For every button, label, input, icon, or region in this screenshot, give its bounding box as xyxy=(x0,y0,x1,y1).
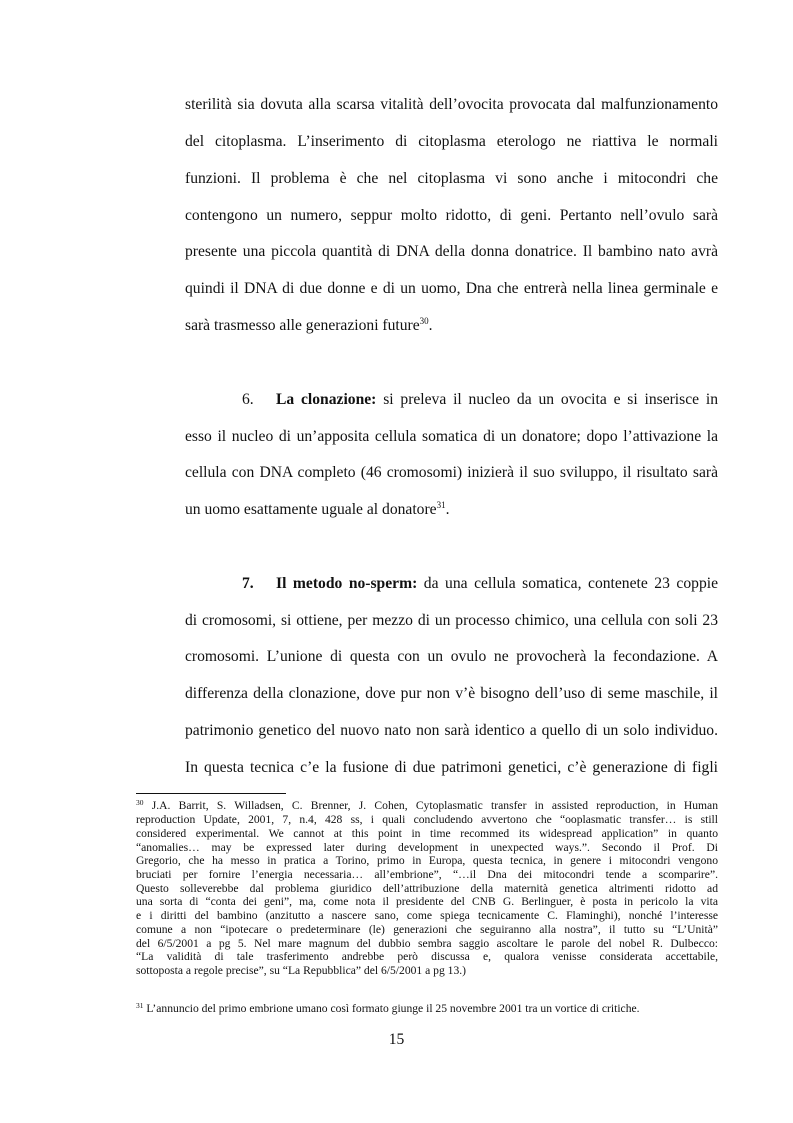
footnote-mark-30: 30 xyxy=(136,798,144,807)
body-line-last: un uomo esattamente uguale al donatore$^{31}$. xyxy=(185,500,450,518)
body-line: cellula con DNA completo (46 cromosomi) inizierà il suo sviluppo, il risultato sarà xyxy=(185,464,718,481)
body-line: differenza della clonazione, dove pur non v’è bisogno dell’uso di seme maschile, il xyxy=(185,685,718,702)
footnote-line: una sorta di “conta dei geni”, ma, come nota il presidente del CNB G. Berlinguer, è posta in pericolo la vita xyxy=(136,895,718,908)
body-line-last: sarà trasmesso alle generazioni future$^{30}$. xyxy=(185,316,433,334)
footnote-30-line xyxy=(136,799,718,813)
item-number-7: 7. xyxy=(242,575,254,592)
footnote-line: “La validità di tale trasferimento andrebbe però discussa e, qualora venisse considerata accettabile, xyxy=(136,950,718,963)
footnote-line: sottoposta a regole precise”, su “La Repubblica” del 6/5/2001 a pg 13.) xyxy=(136,964,466,977)
item7-first-line xyxy=(276,574,718,594)
item-number-6: 6. xyxy=(242,391,254,408)
page-number: 15 xyxy=(388,1031,405,1048)
footnote-ref-30: 30 xyxy=(419,316,429,326)
body-line: contengono un numero, seppur molto ridotto, di geni. Pertanto nell’ovulo sarà xyxy=(185,207,718,224)
footnote-line: reproduction Update, 2001, 7, n.4, 428 ss, i quali concludendo avvertono che “ooplasmatic transfer… is still xyxy=(136,813,718,826)
body-line: di cromosomi, si ottiene, per mezzo di un processo chimico, una cellula con soli 23 xyxy=(185,612,718,629)
footnote-line: “anomalies… may be expressed later during development in unexpected ways.”. Secondo il Prof. Di xyxy=(136,841,718,854)
body-line: patrimonio genetico del nuovo nato non sarà identico a quello di un solo individuo. xyxy=(185,722,718,739)
item6-first-line xyxy=(276,390,718,410)
item6-heading: La clonazione: xyxy=(276,391,377,408)
footnote-text: L’annuncio del primo embrione umano così formato giunge il 25 novembre 2001 tra un vortice di critiche. xyxy=(146,1002,640,1015)
item7-text: da una cellula somatica, contenete 23 coppie xyxy=(423,575,718,592)
body-line: sterilità sia dovuta alla scarsa vitalità dell’ovocita provocata dal malfunzionamento xyxy=(185,96,718,113)
body-line: cromosomi. L’unione di questa con un ovulo ne provocherà la fecondazione. A xyxy=(185,648,718,665)
item6-text: si preleva il nucleo da un ovocita e si inserisce in xyxy=(383,391,718,408)
body-line: del citoplasma. L’inserimento di citoplasma eterologo ne riattiva le normali xyxy=(185,133,718,150)
footnote-mark-31: 31 xyxy=(136,1001,144,1010)
footnote-line: considered experimental. We cannot at this point in time recommed its widespread application” in quanto xyxy=(136,827,718,840)
footnote-text: J.A. Barrit, S. Willadsen, C. Brenner, J. Cohen, Cytoplasmatic transfer in assisted reproduction, in Human xyxy=(151,799,718,812)
footnote-line: del 6/5/2001 a pg 5. Nel mare magnum del dubbio sembra saggio ascoltare le parole del nobel R. Dulbecco: xyxy=(136,937,718,950)
body-line: funzioni. Il problema è che nel citoplasma vi sono anche i mitocondri che xyxy=(185,170,718,187)
item7-heading: Il metodo no-sperm: xyxy=(276,575,418,592)
body-text: sarà trasmesso alle generazioni future xyxy=(185,317,420,334)
footnote-line: Gregorio, che ha messo in pratica a Torino, primo in Europa, questa tecnica, in genere i mitocondri vengono xyxy=(136,854,718,867)
footnote-line: Questo solleverebbe dal problema giuridico dell’attribuzione della maternità genetica altrimenti ridotto ad xyxy=(136,882,718,895)
footnote-31-line xyxy=(136,1002,718,1016)
footnote-line: e i diritti del bambino (anzitutto a nascere sano, come spiega tecnicamente C. Flaminghi), nonché l’interesse xyxy=(136,909,718,922)
body-line: In questa tecnica c’e la fusione di due patrimoni genetici, c’è generazione di figli xyxy=(185,759,718,776)
footnote-ref-31: 31 xyxy=(436,500,446,510)
body-text: un uomo esattamente uguale al donatore xyxy=(185,501,437,518)
body-line: esso il nucleo di un’apposita cellula somatica di un donatore; dopo l’attivazione la xyxy=(185,428,718,445)
footnote-line: comune a non “ipotecare o predeterminare (le) generazioni che seguiranno alla nostra”, il tutto su “L’Unità” xyxy=(136,923,718,936)
body-line: presente una piccola quantità di DNA della donna donatrice. Il bambino nato avrà xyxy=(185,243,718,260)
body-line: quindi il DNA di due donne e di un uomo, Dna che entrerà nella linea germinale e xyxy=(185,280,718,297)
footnote-separator xyxy=(136,793,286,794)
footnote-line: bruciati per fornire l’energia necessaria… all’embrione”, “…il Dna dei mitocondri tende a scomparire”. xyxy=(136,868,718,881)
